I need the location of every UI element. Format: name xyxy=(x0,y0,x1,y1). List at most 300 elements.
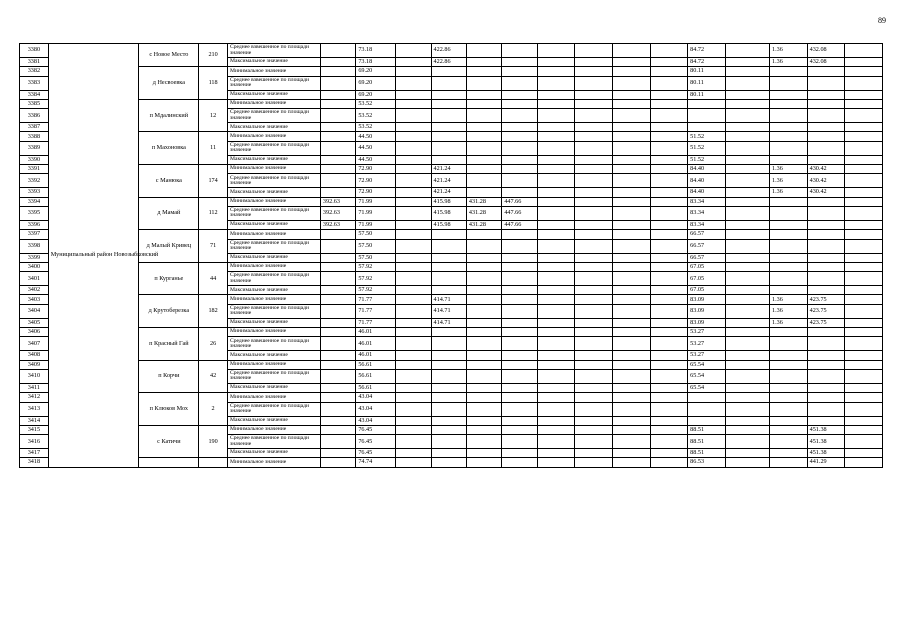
value-cell xyxy=(396,132,431,141)
value-cell: 72.90 xyxy=(356,188,396,197)
value-cell: 69.20 xyxy=(356,90,396,99)
value-cell xyxy=(575,416,613,425)
value-cell xyxy=(807,369,845,383)
value-cell xyxy=(725,393,769,402)
value-cell: 1.36 xyxy=(770,304,808,318)
value-cell xyxy=(807,286,845,295)
value-cell xyxy=(612,295,650,304)
value-cell xyxy=(502,44,537,58)
value-cell xyxy=(320,458,355,467)
value-cell: 430.42 xyxy=(807,165,845,174)
value-cell xyxy=(770,449,808,458)
empty-cell xyxy=(845,425,883,434)
value-cell xyxy=(575,141,613,155)
value-cell xyxy=(431,286,466,295)
statistic-cell: Среднее взвешенное по площади значение xyxy=(227,206,320,220)
value-cell xyxy=(502,449,537,458)
value-cell xyxy=(650,123,688,132)
settlement-cell: с Новое Место xyxy=(139,44,199,67)
value-cell xyxy=(807,67,845,76)
population-cell: 182 xyxy=(199,295,228,328)
value-cell xyxy=(320,165,355,174)
value-cell: 1.36 xyxy=(770,165,808,174)
value-cell xyxy=(770,393,808,402)
value-cell: 44.50 xyxy=(356,132,396,141)
value-cell xyxy=(502,155,537,164)
value-cell: 56.61 xyxy=(356,369,396,383)
value-cell xyxy=(431,425,466,434)
value-cell xyxy=(396,99,431,108)
value-cell: 43.04 xyxy=(356,393,396,402)
value-cell xyxy=(537,383,575,392)
value-cell xyxy=(650,220,688,229)
value-cell: 451.38 xyxy=(807,449,845,458)
value-cell xyxy=(650,337,688,351)
row-id-cell: 3390 xyxy=(20,155,49,164)
value-cell: 83.34 xyxy=(688,220,726,229)
value-cell xyxy=(650,416,688,425)
value-cell xyxy=(431,360,466,369)
value-cell xyxy=(466,416,501,425)
value-cell xyxy=(320,109,355,123)
value-cell: 83.34 xyxy=(688,206,726,220)
value-cell xyxy=(650,262,688,271)
empty-cell xyxy=(845,262,883,271)
value-cell xyxy=(431,253,466,262)
value-cell xyxy=(807,351,845,360)
value-cell xyxy=(770,369,808,383)
value-cell: 80.11 xyxy=(688,67,726,76)
value-cell: 84.72 xyxy=(688,44,726,58)
value-cell xyxy=(575,230,613,239)
value-cell xyxy=(502,58,537,67)
value-cell xyxy=(807,262,845,271)
settlement-cell: с Катичи xyxy=(139,425,199,458)
value-cell xyxy=(396,402,431,416)
empty-cell xyxy=(845,58,883,67)
value-cell xyxy=(612,383,650,392)
value-cell xyxy=(431,230,466,239)
value-cell xyxy=(537,304,575,318)
value-cell xyxy=(466,449,501,458)
value-cell xyxy=(650,141,688,155)
value-cell xyxy=(725,174,769,188)
value-cell xyxy=(431,132,466,141)
value-cell xyxy=(320,90,355,99)
empty-cell xyxy=(845,197,883,206)
value-cell xyxy=(807,76,845,90)
statistic-cell: Минимальное значение xyxy=(227,360,320,369)
value-cell: 57.92 xyxy=(356,272,396,286)
population-cell: 2 xyxy=(199,393,228,426)
statistic-cell: Максимальное значение xyxy=(227,351,320,360)
row-id-cell: 3381 xyxy=(20,58,49,67)
value-cell xyxy=(650,165,688,174)
value-cell xyxy=(396,369,431,383)
value-cell: 451.38 xyxy=(807,435,845,449)
empty-cell xyxy=(845,76,883,90)
value-cell: 1.36 xyxy=(770,295,808,304)
value-cell xyxy=(466,351,501,360)
value-cell: 447.66 xyxy=(502,220,537,229)
value-cell xyxy=(396,416,431,425)
value-cell: 74.74 xyxy=(356,458,396,467)
value-cell xyxy=(537,351,575,360)
value-cell xyxy=(320,253,355,262)
empty-cell xyxy=(845,337,883,351)
value-cell: 421.24 xyxy=(431,165,466,174)
population-cell: 12 xyxy=(199,99,228,132)
value-cell xyxy=(650,58,688,67)
value-cell: 447.66 xyxy=(502,197,537,206)
value-cell xyxy=(612,109,650,123)
table-row xyxy=(20,360,883,369)
value-cell xyxy=(466,230,501,239)
value-cell xyxy=(396,197,431,206)
value-cell xyxy=(725,76,769,90)
value-cell xyxy=(466,253,501,262)
value-cell xyxy=(650,155,688,164)
table-row xyxy=(20,67,883,76)
value-cell xyxy=(770,206,808,220)
value-cell: 71.99 xyxy=(356,206,396,220)
value-cell: 83.09 xyxy=(688,304,726,318)
row-id-cell: 3387 xyxy=(20,123,49,132)
page-number: 89 xyxy=(878,16,886,25)
value-cell: 76.45 xyxy=(356,449,396,458)
value-cell xyxy=(431,67,466,76)
value-cell: 430.42 xyxy=(807,174,845,188)
value-cell xyxy=(537,165,575,174)
value-cell xyxy=(650,230,688,239)
row-id-cell: 3383 xyxy=(20,76,49,90)
value-cell: 57.50 xyxy=(356,253,396,262)
value-cell: 69.20 xyxy=(356,76,396,90)
value-cell xyxy=(725,109,769,123)
value-cell xyxy=(431,435,466,449)
statistic-cell: Минимальное значение xyxy=(227,262,320,271)
value-cell xyxy=(466,99,501,108)
value-cell xyxy=(612,402,650,416)
population-cell: 174 xyxy=(199,165,228,198)
value-cell xyxy=(431,262,466,271)
value-cell xyxy=(396,220,431,229)
value-cell xyxy=(725,123,769,132)
value-cell xyxy=(320,155,355,164)
empty-cell xyxy=(845,351,883,360)
value-cell xyxy=(575,239,613,253)
value-cell xyxy=(770,351,808,360)
district-cell: Муниципальный район Новозыбковский xyxy=(48,44,139,468)
value-cell xyxy=(612,67,650,76)
value-cell xyxy=(502,123,537,132)
value-cell xyxy=(650,188,688,197)
statistic-cell: Максимальное значение xyxy=(227,318,320,327)
empty-cell xyxy=(845,132,883,141)
value-cell xyxy=(502,76,537,90)
statistic-cell: Среднее взвешенное по площади значение xyxy=(227,76,320,90)
statistic-cell: Среднее взвешенное по площади значение xyxy=(227,304,320,318)
value-cell xyxy=(612,435,650,449)
value-cell xyxy=(575,286,613,295)
settlement-cell xyxy=(139,458,199,467)
table-row xyxy=(20,165,883,174)
value-cell xyxy=(320,99,355,108)
value-cell xyxy=(502,109,537,123)
value-cell: 447.66 xyxy=(502,206,537,220)
value-cell xyxy=(612,286,650,295)
value-cell: 76.45 xyxy=(356,435,396,449)
value-cell xyxy=(770,286,808,295)
value-cell xyxy=(770,402,808,416)
value-cell: 432.08 xyxy=(807,58,845,67)
row-id-cell: 3412 xyxy=(20,393,49,402)
value-cell: 431.28 xyxy=(466,206,501,220)
value-cell xyxy=(650,318,688,327)
table-row xyxy=(20,99,883,108)
value-cell: 431.28 xyxy=(466,220,501,229)
value-cell xyxy=(502,425,537,434)
value-cell xyxy=(320,295,355,304)
value-cell xyxy=(688,109,726,123)
value-cell: 57.50 xyxy=(356,239,396,253)
value-cell: 57.50 xyxy=(356,230,396,239)
row-id-cell: 3407 xyxy=(20,337,49,351)
statistic-cell: Минимальное значение xyxy=(227,295,320,304)
value-cell: 423.75 xyxy=(807,304,845,318)
value-cell xyxy=(612,337,650,351)
value-cell xyxy=(807,253,845,262)
value-cell xyxy=(431,393,466,402)
value-cell xyxy=(537,206,575,220)
row-id-cell: 3389 xyxy=(20,141,49,155)
statistic-cell: Максимальное значение xyxy=(227,286,320,295)
value-cell: 392.63 xyxy=(320,220,355,229)
value-cell xyxy=(396,304,431,318)
empty-cell xyxy=(845,155,883,164)
value-cell: 46.01 xyxy=(356,337,396,351)
value-cell xyxy=(502,188,537,197)
value-cell xyxy=(807,393,845,402)
value-cell: 414.71 xyxy=(431,304,466,318)
empty-cell xyxy=(845,206,883,220)
value-cell: 53.27 xyxy=(688,351,726,360)
empty-cell xyxy=(845,318,883,327)
value-cell xyxy=(770,239,808,253)
value-cell xyxy=(396,165,431,174)
value-cell xyxy=(650,99,688,108)
value-cell xyxy=(466,123,501,132)
value-cell xyxy=(431,351,466,360)
value-cell xyxy=(320,67,355,76)
value-cell xyxy=(650,328,688,337)
value-cell xyxy=(612,141,650,155)
statistic-cell: Среднее взвешенное по площади значение xyxy=(227,272,320,286)
statistic-cell: Максимальное значение xyxy=(227,155,320,164)
population-cell: 210 xyxy=(199,44,228,67)
value-cell xyxy=(537,197,575,206)
value-cell xyxy=(466,109,501,123)
value-cell xyxy=(502,458,537,467)
value-cell xyxy=(650,206,688,220)
value-cell xyxy=(575,262,613,271)
value-cell xyxy=(612,239,650,253)
value-cell xyxy=(688,99,726,108)
value-cell xyxy=(466,262,501,271)
value-cell xyxy=(770,435,808,449)
value-cell xyxy=(396,90,431,99)
value-cell xyxy=(502,360,537,369)
value-cell xyxy=(725,230,769,239)
value-cell xyxy=(431,402,466,416)
value-cell xyxy=(725,220,769,229)
value-cell: 1.36 xyxy=(770,44,808,58)
value-cell xyxy=(431,272,466,286)
settlement-cell: д Малый Кривец xyxy=(139,230,199,263)
value-cell xyxy=(807,109,845,123)
value-cell xyxy=(466,155,501,164)
value-cell: 86.53 xyxy=(688,458,726,467)
value-cell: 392.63 xyxy=(320,206,355,220)
value-cell xyxy=(502,393,537,402)
value-cell xyxy=(396,230,431,239)
value-cell xyxy=(502,174,537,188)
table-row xyxy=(20,458,883,467)
value-cell xyxy=(725,141,769,155)
value-cell xyxy=(725,44,769,58)
statistic-cell: Среднее взвешенное по площади значение xyxy=(227,44,320,58)
value-cell xyxy=(770,76,808,90)
value-cell xyxy=(502,253,537,262)
settlement-cell: п Махоновка xyxy=(139,132,199,165)
value-cell: 53.27 xyxy=(688,328,726,337)
value-cell xyxy=(725,337,769,351)
value-cell xyxy=(431,109,466,123)
value-cell xyxy=(502,132,537,141)
value-cell xyxy=(725,295,769,304)
value-cell: 1.36 xyxy=(770,58,808,67)
value-cell xyxy=(537,174,575,188)
value-cell xyxy=(537,435,575,449)
statistic-cell: Среднее взвешенное по площади значение xyxy=(227,174,320,188)
value-cell xyxy=(575,383,613,392)
value-cell xyxy=(537,141,575,155)
value-cell xyxy=(396,262,431,271)
value-cell xyxy=(396,76,431,90)
empty-cell xyxy=(845,44,883,58)
value-cell xyxy=(320,383,355,392)
table-row xyxy=(20,197,883,206)
row-id-cell: 3382 xyxy=(20,67,49,76)
row-id-cell: 3384 xyxy=(20,90,49,99)
settlement-cell: п Клюков Мох xyxy=(139,393,199,426)
value-cell xyxy=(575,351,613,360)
empty-cell xyxy=(845,286,883,295)
population-cell: 42 xyxy=(199,360,228,393)
value-cell: 57.92 xyxy=(356,286,396,295)
value-cell xyxy=(466,286,501,295)
row-id-cell: 3397 xyxy=(20,230,49,239)
empty-cell xyxy=(845,220,883,229)
value-cell: 57.92 xyxy=(356,262,396,271)
value-cell xyxy=(537,58,575,67)
empty-cell xyxy=(845,123,883,132)
value-cell xyxy=(612,165,650,174)
value-cell xyxy=(725,99,769,108)
value-cell xyxy=(575,109,613,123)
value-cell xyxy=(396,360,431,369)
value-cell xyxy=(537,155,575,164)
value-cell xyxy=(650,351,688,360)
statistic-cell: Максимальное значение xyxy=(227,188,320,197)
value-cell xyxy=(320,328,355,337)
value-cell xyxy=(725,416,769,425)
empty-cell xyxy=(845,402,883,416)
value-cell xyxy=(502,383,537,392)
value-cell xyxy=(725,67,769,76)
value-cell xyxy=(770,90,808,99)
empty-cell xyxy=(845,369,883,383)
empty-cell xyxy=(845,393,883,402)
value-cell xyxy=(396,295,431,304)
value-cell xyxy=(502,416,537,425)
value-cell xyxy=(320,351,355,360)
value-cell xyxy=(466,67,501,76)
value-cell xyxy=(725,272,769,286)
statistic-cell: Минимальное значение xyxy=(227,132,320,141)
row-id-cell: 3418 xyxy=(20,458,49,467)
statistic-cell: Максимальное значение xyxy=(227,416,320,425)
value-cell xyxy=(725,132,769,141)
value-cell xyxy=(431,328,466,337)
empty-cell xyxy=(845,458,883,467)
table-row xyxy=(20,425,883,434)
empty-cell xyxy=(845,174,883,188)
value-cell: 415.98 xyxy=(431,197,466,206)
value-cell xyxy=(650,44,688,58)
value-cell xyxy=(650,272,688,286)
value-cell xyxy=(320,337,355,351)
statistic-cell: Среднее взвешенное по площади значение xyxy=(227,402,320,416)
value-cell xyxy=(725,351,769,360)
population-cell: 190 xyxy=(199,425,228,458)
empty-cell xyxy=(845,230,883,239)
statistic-cell: Среднее взвешенное по площади значение xyxy=(227,369,320,383)
table-row xyxy=(20,328,883,337)
value-cell xyxy=(502,90,537,99)
value-cell xyxy=(770,272,808,286)
value-cell xyxy=(807,239,845,253)
table-row xyxy=(20,132,883,141)
value-cell xyxy=(396,174,431,188)
value-cell xyxy=(575,155,613,164)
value-cell: 67.05 xyxy=(688,272,726,286)
value-cell: 67.05 xyxy=(688,262,726,271)
settlement-cell: п Курганье xyxy=(139,262,199,295)
value-cell xyxy=(431,383,466,392)
value-cell: 422.86 xyxy=(431,44,466,58)
value-cell xyxy=(575,328,613,337)
row-id-cell: 3417 xyxy=(20,449,49,458)
value-cell xyxy=(502,165,537,174)
value-cell: 66.57 xyxy=(688,230,726,239)
value-cell xyxy=(688,416,726,425)
value-cell xyxy=(770,262,808,271)
empty-cell xyxy=(845,304,883,318)
value-cell: 1.36 xyxy=(770,318,808,327)
value-cell: 72.90 xyxy=(356,165,396,174)
value-cell xyxy=(431,449,466,458)
